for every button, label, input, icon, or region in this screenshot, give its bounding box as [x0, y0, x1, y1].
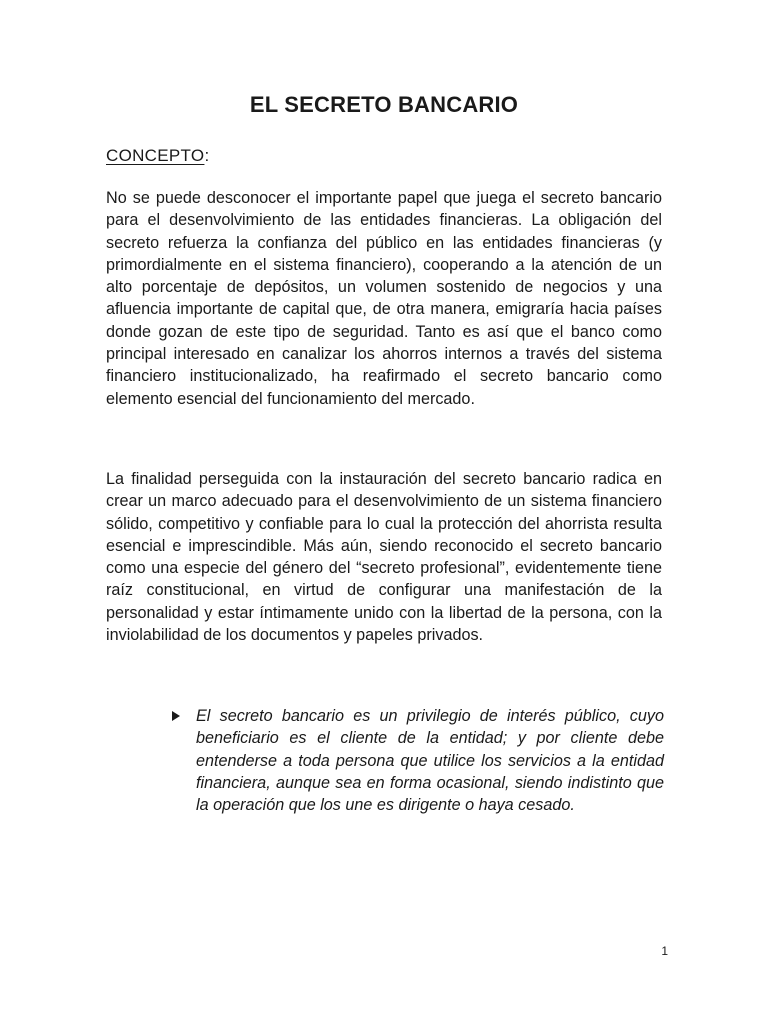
paragraph: No se puede desconocer el importante papel que juega el secreto bancario para el desenvolvimiento de las entidades financieras. La obligación del secreto refuerza la confianza del público en las entidades financieras (y primordialmente en el sistema financiero), cooperando a la atención de un alto porcentaje de depósitos, un volumen sostenido de negocios y una afluencia importante de capital que, de otra manera, emigraría hacia países donde gozan de este tipo de seguridad. Tanto es así que el banco como principal interesado en canalizar los ahorros internos a través del sistema financiero institucionalizado, ha reafirmado el secreto bancario como elemento esencial del funcionamiento del mercado. — [106, 189, 662, 408]
section-heading-text: CONCEPTO — [106, 146, 205, 165]
arrow-bullet-icon — [172, 711, 180, 721]
bullet-text: El secreto bancario es un privilegio de interés público, cuyo beneficiario es el cliente de la entidad; y por cliente debe entenderse a toda persona que utilice los servicios a la entidad financiera, aunque sea en forma ocasional, siendo indistinto que la operación que los une es dirigente o haya cesado. — [196, 707, 664, 815]
paragraph: La finalidad perseguida con la instauración del secreto bancario radica en crear un marco adecuado para el desenvolvimiento de un sistema financiero sólido, competitivo y confiable para lo cual la protección del ahorrista resulta esencial e imprescindible. Más aún, siendo reconocido el secreto bancario como una especie del género del “secreto profesional”, evidentemente tiene raíz constitucional, en virtud de configurar una manifestación de la personalidad y estar íntimamente unido con la libertad de la persona, con la inviolabilidad de los documentos y papeles privados. — [106, 470, 662, 645]
section-heading — [106, 146, 209, 166]
document-title: EL SECRETO BANCARIO — [249, 92, 519, 117]
page-number: 1 — [661, 944, 668, 958]
section-heading-colon: : — [204, 146, 210, 165]
